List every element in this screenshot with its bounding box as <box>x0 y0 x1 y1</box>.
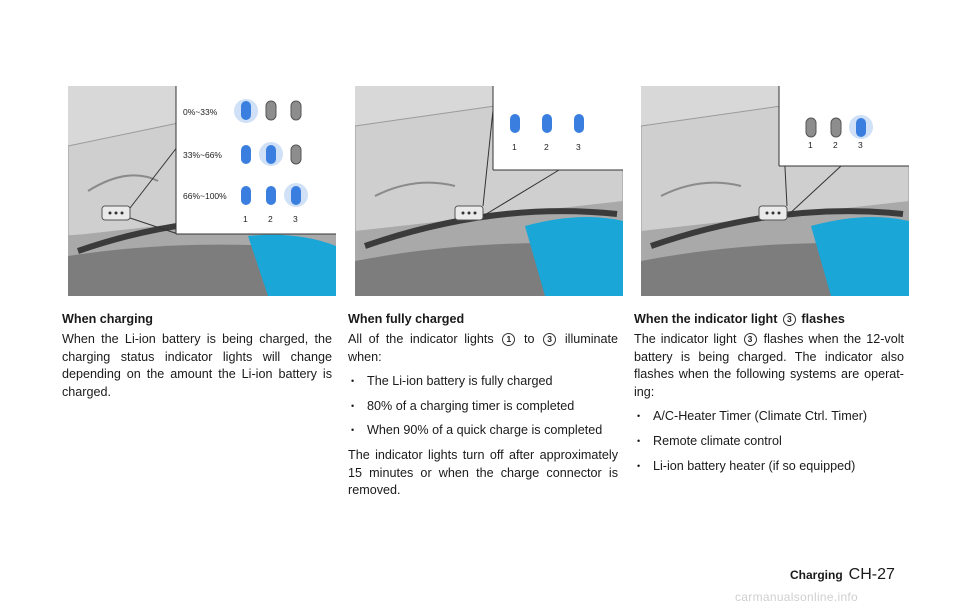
section-intro <box>348 331 618 366</box>
indicator-number: 1 <box>243 214 248 224</box>
heading-text-end: flashes <box>801 312 845 326</box>
list-item: • 80% of a charging timer is completed <box>348 398 618 416</box>
indicator-number: 3 <box>858 140 863 150</box>
figure-fully-charged-illustration <box>355 86 623 296</box>
heading-text: When the indicator light <box>634 312 778 326</box>
circled-number-1: 1 <box>502 333 515 346</box>
column-when-charging <box>62 311 332 408</box>
figure-charging-levels-illustration <box>68 86 336 296</box>
section-heading: When charging <box>62 312 153 326</box>
circled-number-3: 3 <box>783 313 796 326</box>
section-body: When the Li-ion battery is being charged, the charging status indicator lights will change depending on the amount the Li-ion battery is charged. <box>62 332 332 399</box>
indicator-number: 1 <box>808 140 813 150</box>
indicator-number: 2 <box>268 214 273 224</box>
level-label: 66%~100% <box>183 191 227 201</box>
circled-number-3: 3 <box>543 333 556 346</box>
indicator-number: 1 <box>512 142 517 152</box>
section-outro: The indicator lights turn off after approximately 15 minutes or when the charge connector is removed. <box>348 447 618 498</box>
circled-number-3: 3 <box>744 333 757 346</box>
indicator-number: 2 <box>833 140 838 150</box>
column-light3-flashes <box>634 311 904 482</box>
indicator-number: 3 <box>576 142 581 152</box>
intro-text: All of the indicator lights <box>348 332 494 346</box>
indicator-number: 3 <box>293 214 298 224</box>
bullet-list <box>634 408 904 475</box>
watermark: carmanualsonline.info <box>735 590 859 604</box>
figure-charging-levels <box>68 86 336 296</box>
level-label: 33%~66% <box>183 150 222 160</box>
indicator-number: 2 <box>544 142 549 152</box>
list-item: • A/C-Heater Timer (Climate Ctrl. Timer) <box>634 408 904 426</box>
list-item: • Remote climate control <box>634 433 904 451</box>
column-fully-charged <box>348 311 618 507</box>
body-text-end: flashes when the 12-volt battery is being charged. The indicator also flashes when the following systems are operat- ing: <box>634 332 905 399</box>
level-label: 0%~33% <box>183 107 218 117</box>
page-number: CH-27 <box>848 566 895 583</box>
section-name: Charging <box>790 568 843 582</box>
list-item: • Li-ion battery heater (if so equipped) <box>634 458 904 476</box>
section-body <box>634 331 904 401</box>
intro-to: to <box>523 332 535 346</box>
body-text: The indicator light <box>634 332 737 346</box>
section-heading <box>634 311 904 328</box>
page-footer <box>790 566 895 584</box>
figure-light3-flashes-illustration <box>641 86 909 296</box>
bullet-list <box>348 373 618 440</box>
list-item: • When 90% of a quick charge is completed <box>348 422 618 440</box>
intro-text-end: illuminate when: <box>348 332 619 364</box>
list-item: • The Li-ion battery is fully charged <box>348 373 618 391</box>
figure-light3-flashes <box>641 86 909 296</box>
figure-fully-charged <box>355 86 623 296</box>
section-heading: When fully charged <box>348 312 465 326</box>
